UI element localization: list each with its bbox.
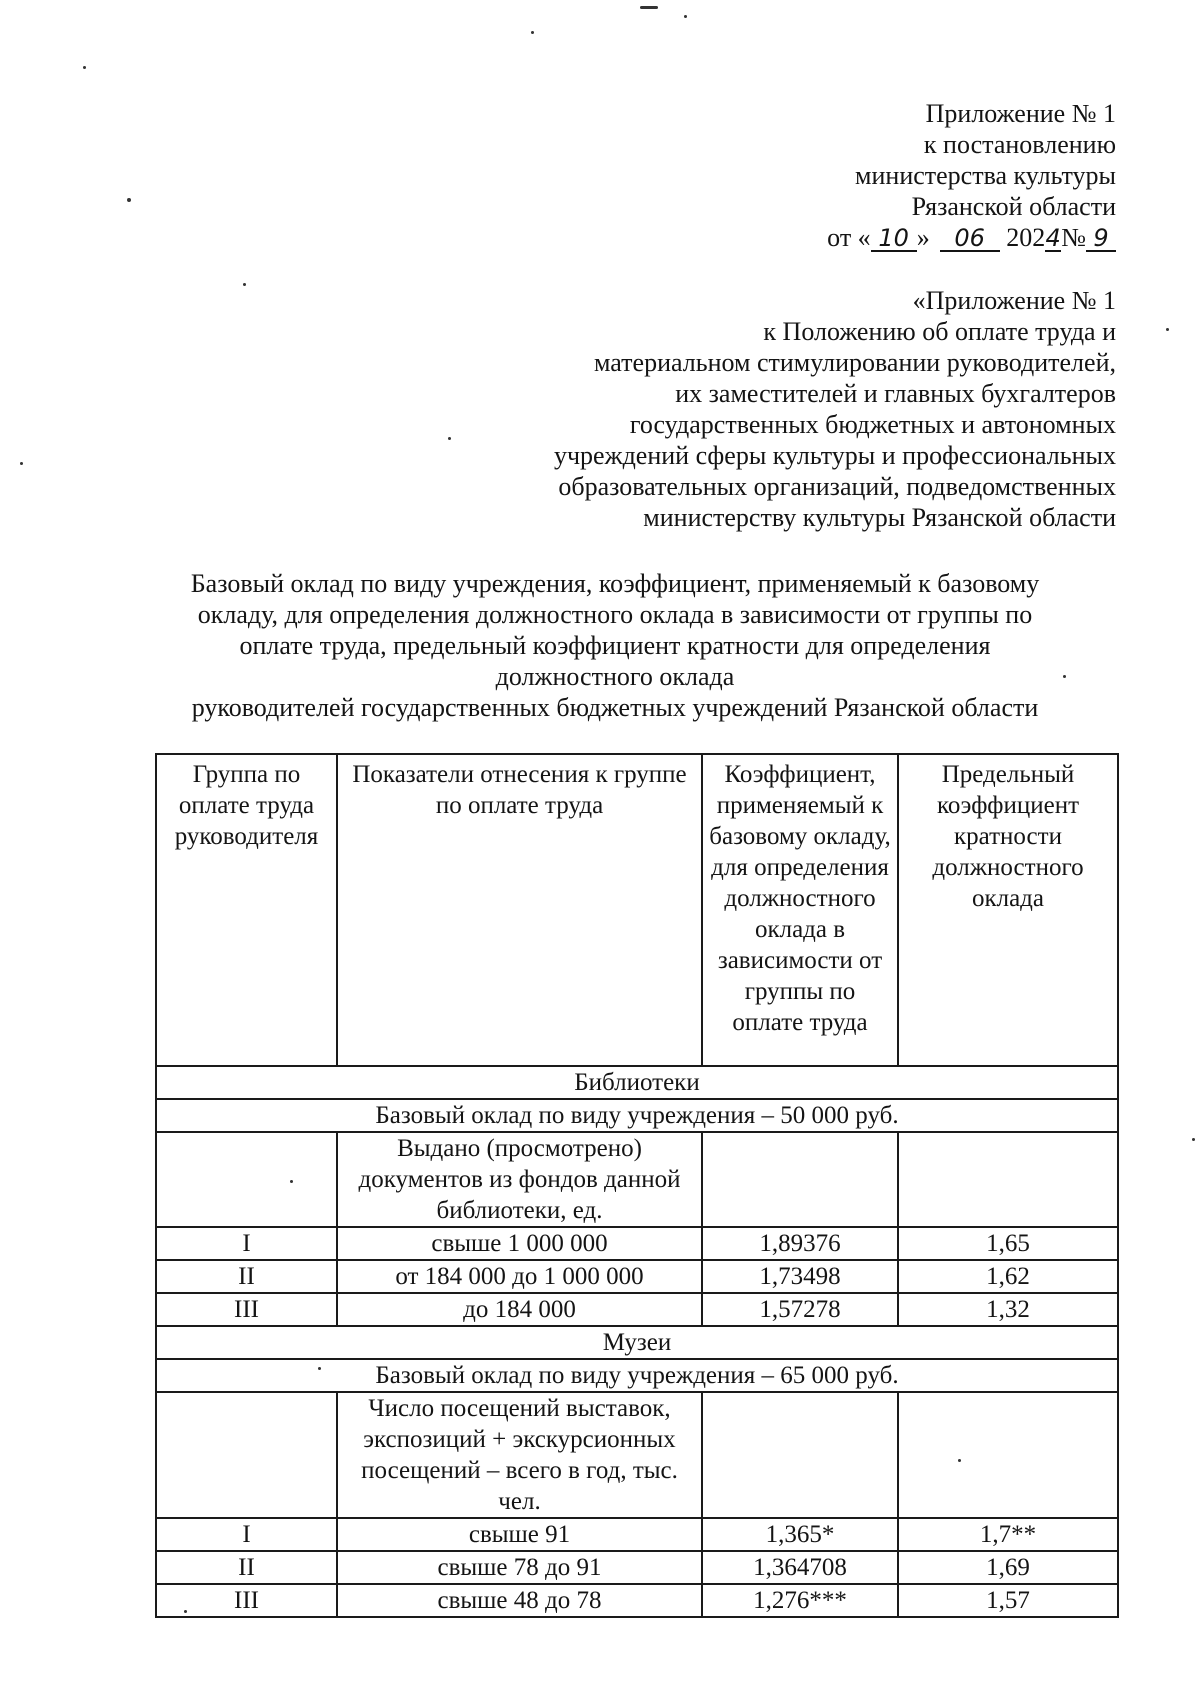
scan-speck <box>684 15 687 18</box>
header-coefficient: Коэффициент, применяемый к базовому окладу, для определения должностного оклада в зависимости от группы по оплате труда <box>702 754 898 1066</box>
cell-limit: 1,69 <box>898 1551 1118 1584</box>
cell-indicator: свыше 1 000 000 <box>337 1227 702 1260</box>
empty-cell <box>702 1392 898 1518</box>
quote-header-line: к Положению об оплате труда и <box>763 317 1116 346</box>
handwritten-year-digit: 4 <box>1045 224 1061 252</box>
cell-coefficient: 1,364708 <box>702 1551 898 1584</box>
document-title <box>150 568 1080 723</box>
section-row <box>156 1066 1118 1099</box>
title-line: Базовый оклад по виду учреждения, коэффициент, применяемый к базовому <box>190 569 1040 598</box>
title-line: окладу, для определения должностного оклада в зависимости от группы по <box>197 600 1033 629</box>
cell-indicator: до 184 000 <box>337 1293 702 1326</box>
base-salary: Базовый оклад по виду учреждения – 50 000 руб. <box>156 1099 1118 1132</box>
header-group: Группа по оплате труда руководителя <box>156 754 337 1066</box>
cell-group: I <box>156 1227 337 1260</box>
quote-header-line: образовательных организаций, подведомственных <box>558 472 1116 501</box>
annex-line: министерства культуры <box>855 161 1116 190</box>
quote-header-line: их заместителей и главных бухгалтеров <box>675 379 1116 408</box>
base-salary: Базовый оклад по виду учреждения – 65 000 руб. <box>156 1359 1118 1392</box>
cell-group: II <box>156 1551 337 1584</box>
section-name: Музеи <box>156 1326 1118 1359</box>
table-row <box>156 1518 1118 1551</box>
table-row <box>156 1584 1118 1617</box>
cell-group: I <box>156 1518 337 1551</box>
cell-indicator: свыше 78 до 91 <box>337 1551 702 1584</box>
scan-speck <box>290 1180 293 1183</box>
cell-coefficient: 1,365* <box>702 1518 898 1551</box>
quote-header-line: государственных бюджетных и автономных <box>629 410 1116 439</box>
title-line: руководителей государственных бюджетных учреждений Рязанской области <box>191 693 1039 722</box>
scan-speck <box>1063 675 1066 678</box>
handwritten-month: 06 <box>940 226 1000 252</box>
annex-line: к постановлению <box>923 130 1116 159</box>
cell-coefficient: 1,276*** <box>702 1584 898 1617</box>
empty-cell <box>156 1392 337 1518</box>
table-row <box>156 1227 1118 1260</box>
indicator-label: Число посещений выставок, экспозиций + экскурсионных посещений – всего в год, тыс. чел. <box>337 1392 702 1518</box>
empty-cell <box>156 1132 337 1227</box>
section-name: Библиотеки <box>156 1066 1118 1099</box>
quote-header-line: материальном стимулировании руководителей, <box>594 348 1116 377</box>
annex-header <box>827 98 1116 253</box>
title-line: оплате труда, предельный коэффициент кратности для определения <box>239 631 991 660</box>
cell-limit: 1,32 <box>898 1293 1118 1326</box>
scan-speck <box>243 283 246 286</box>
scan-speck <box>184 1610 187 1613</box>
scan-speck <box>83 66 86 69</box>
section-row <box>156 1326 1118 1359</box>
scan-speck <box>20 462 23 465</box>
table-row <box>156 1260 1118 1293</box>
cell-coefficient: 1,57278 <box>702 1293 898 1326</box>
scan-speck <box>531 31 534 34</box>
date-year-prefix: 202 <box>1006 223 1046 252</box>
base-salary-row <box>156 1359 1118 1392</box>
quote-header-line: министерству культуры Рязанской области <box>643 503 1116 532</box>
date-prefix: от « <box>827 223 871 252</box>
indicator-label: Выдано (просмотрено) документов из фондов данной библиотеки, ед. <box>337 1132 702 1227</box>
cell-group: II <box>156 1260 337 1293</box>
cell-indicator: от 184 000 до 1 000 000 <box>337 1260 702 1293</box>
handwritten-number: 9 <box>1086 226 1116 252</box>
table-row <box>156 1551 1118 1584</box>
cell-coefficient: 1,73498 <box>702 1260 898 1293</box>
quote-header-line: учреждений сферы культуры и профессиональных <box>553 441 1116 470</box>
header-limit: Предельный коэффициент кратности должностного оклада <box>898 754 1118 1066</box>
salary-table <box>155 753 1119 1618</box>
cell-group: III <box>156 1584 337 1617</box>
quote-header-line: «Приложение № 1 <box>912 286 1116 315</box>
table-row <box>156 1293 1118 1326</box>
indicator-label-row <box>156 1392 1118 1518</box>
title-line: должностного оклада <box>495 662 735 691</box>
annex-title: Приложение № 1 <box>925 99 1116 128</box>
cell-limit: 1,65 <box>898 1227 1118 1260</box>
cell-limit: 1,62 <box>898 1260 1118 1293</box>
scan-speck <box>127 198 131 202</box>
cell-indicator: свыше 48 до 78 <box>337 1584 702 1617</box>
handwritten-day: 10 <box>871 226 917 252</box>
quote-header <box>554 285 1116 533</box>
number-label: № <box>1061 223 1086 252</box>
scan-speck <box>1166 328 1169 331</box>
cell-limit: 1,57 <box>898 1584 1118 1617</box>
scan-speck <box>640 6 658 9</box>
annex-line: Рязанской области <box>911 192 1116 221</box>
scan-speck <box>1192 1138 1195 1141</box>
table-header-row <box>156 754 1118 1066</box>
scan-speck <box>318 1367 321 1370</box>
cell-group: III <box>156 1293 337 1326</box>
cell-indicator: свыше 91 <box>337 1518 702 1551</box>
cell-limit: 1,7** <box>898 1518 1118 1551</box>
scan-speck <box>448 437 451 440</box>
empty-cell <box>702 1132 898 1227</box>
scan-speck <box>958 1459 961 1462</box>
indicator-label-row <box>156 1132 1118 1227</box>
annex-date-line <box>827 222 1116 253</box>
base-salary-row <box>156 1099 1118 1132</box>
date-day-close: » <box>916 223 930 252</box>
header-indicator: Показатели отнесения к группе по оплате труда <box>337 754 702 1066</box>
cell-coefficient: 1,89376 <box>702 1227 898 1260</box>
empty-cell <box>898 1132 1118 1227</box>
empty-cell <box>898 1392 1118 1518</box>
